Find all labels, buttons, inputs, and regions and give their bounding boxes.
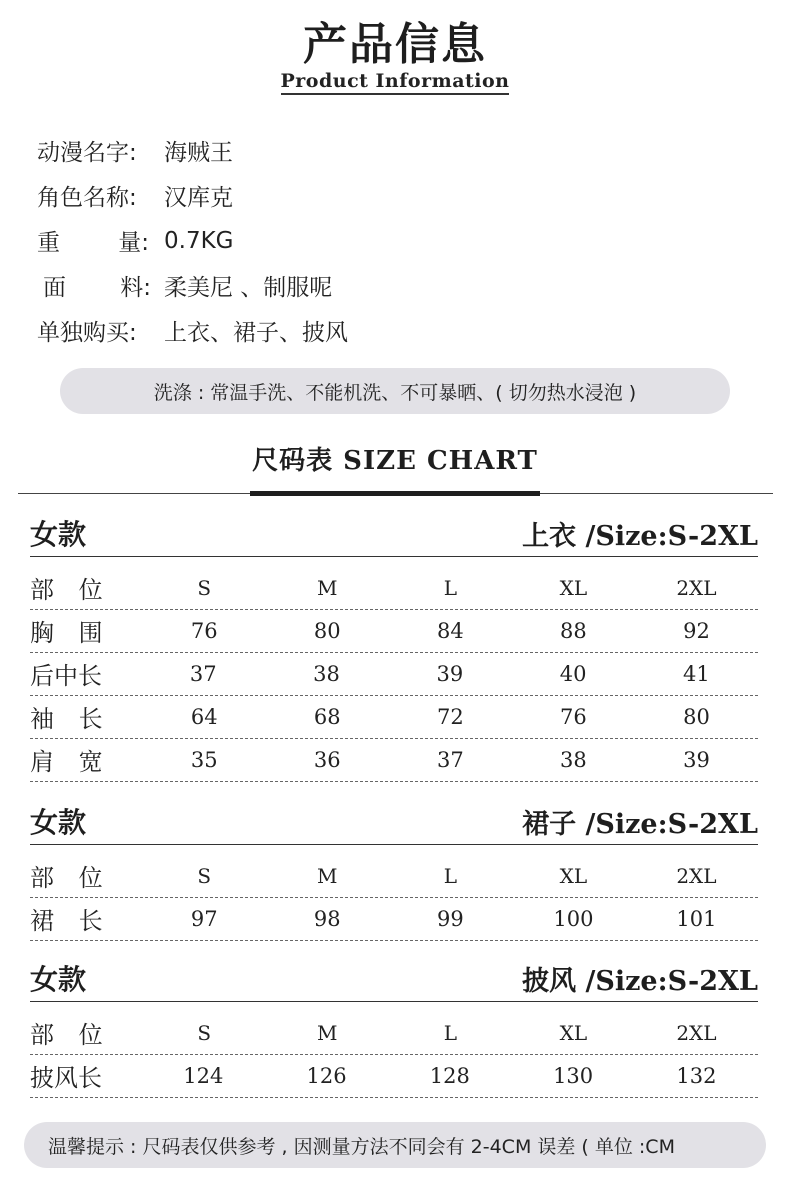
row-label	[30, 742, 103, 777]
table-cell: 64	[190, 704, 218, 729]
table-row	[30, 897, 758, 941]
info-label-part: 面	[43, 275, 66, 301]
size-col: S	[197, 863, 212, 888]
row-label-part: 肩	[30, 748, 54, 776]
table-cell: 132	[676, 1063, 717, 1088]
table-cell: 80	[683, 704, 710, 729]
row-label-part: 位	[78, 1021, 103, 1049]
info-value: 柔美尼 、制服呢	[164, 275, 333, 301]
info-label: 单独购买:	[37, 320, 137, 346]
row-label-part: 长	[78, 705, 103, 733]
row-label-part: 位	[78, 576, 103, 604]
row-label	[30, 858, 103, 893]
section-header-top	[30, 510, 758, 557]
table-cell: 36	[313, 747, 341, 772]
table-cell: 39	[436, 661, 464, 686]
section-garment: 裙子 /Size:S-2XL	[522, 808, 758, 840]
row-label-part: 部	[30, 576, 54, 604]
product-info-list	[37, 128, 348, 353]
row-label-part: 袖	[30, 705, 54, 733]
table-cell: 84	[436, 618, 464, 643]
row-label-part: 长	[78, 907, 103, 935]
table-cell: 92	[683, 618, 710, 643]
wash-note: 洗涤 : 常温手洗、不能机洗、不可暴晒、( 切勿热水浸泡 )	[60, 368, 730, 414]
table-cell: 72	[436, 704, 464, 729]
info-row-sold-separately	[37, 308, 348, 353]
section-gender: 女款	[30, 963, 87, 996]
section-gender: 女款	[30, 518, 87, 551]
section-garment: 上衣 /Size:S-2XL	[522, 520, 758, 552]
section-header-skirt	[30, 798, 758, 845]
size-col: 2XL	[676, 863, 717, 888]
size-col: 2XL	[676, 575, 717, 600]
table-cell: 130	[553, 1063, 594, 1088]
table-cell: 98	[313, 906, 341, 931]
size-col: 2XL	[676, 1020, 717, 1045]
info-row-fabric	[37, 263, 348, 308]
section-gender: 女款	[30, 806, 87, 839]
info-value: 0.7KG	[164, 227, 234, 254]
row-label	[30, 570, 103, 605]
table-cell: 68	[313, 704, 341, 729]
table-cell: 37	[189, 661, 217, 686]
row-label: 披风长	[30, 1064, 102, 1092]
row-label-part: 宽	[78, 748, 103, 776]
info-value: 上衣、裙子、披风	[164, 320, 348, 346]
table-cell: 39	[683, 747, 710, 772]
row-label	[30, 699, 103, 734]
table-cell: 101	[676, 906, 717, 931]
subtitle-text: Product Information	[281, 70, 510, 95]
table-header-row	[30, 1011, 758, 1055]
size-col: XL	[559, 863, 588, 888]
size-col: XL	[559, 575, 588, 600]
info-value: 海贼王	[164, 140, 233, 166]
table-cell: 76	[190, 618, 218, 643]
table-row	[30, 1054, 758, 1098]
table-cell: 76	[560, 704, 587, 729]
info-value: 汉库克	[164, 185, 233, 211]
size-col: M	[317, 863, 338, 888]
table-cell: 128	[429, 1063, 470, 1088]
table-cell: 100	[553, 906, 594, 931]
title-underline	[250, 491, 540, 496]
info-label-part: 重	[37, 230, 60, 256]
info-label-part: 量:	[118, 230, 149, 256]
section-garment: 披风 /Size:S-2XL	[522, 965, 758, 997]
row-label-part: 裙	[30, 907, 54, 935]
info-row-weight	[37, 218, 348, 263]
table-header-row	[30, 566, 758, 610]
size-col: L	[443, 1020, 457, 1045]
row-label-part: 围	[78, 619, 103, 647]
page-title: 产品信息	[303, 19, 487, 70]
table-cell: 124	[183, 1063, 224, 1088]
table-cell: 126	[306, 1063, 347, 1088]
table-row	[30, 652, 758, 696]
row-label-part: 位	[78, 864, 103, 892]
table-cell: 35	[190, 747, 218, 772]
table-cell: 99	[436, 906, 464, 931]
size-col: M	[317, 575, 338, 600]
size-col: M	[317, 1020, 338, 1045]
row-label-part: 胸	[30, 619, 54, 647]
table-cell: 38	[313, 661, 340, 686]
section-header-cape	[30, 955, 758, 1002]
table-cell: 80	[313, 618, 341, 643]
size-col: L	[443, 575, 457, 600]
table-row	[30, 609, 758, 653]
info-label: 角色名称:	[37, 185, 137, 211]
table-header-row	[30, 854, 758, 898]
info-label	[37, 224, 149, 257]
row-label: 后中长	[30, 662, 102, 690]
size-chart-title: 尺码表 SIZE CHART	[252, 446, 538, 476]
table-row	[30, 738, 758, 782]
size-col: XL	[559, 1020, 588, 1045]
table-cell: 41	[683, 661, 710, 686]
info-label-part: 料:	[120, 275, 151, 301]
table-cell: 97	[190, 906, 218, 931]
row-label	[30, 901, 103, 936]
size-col: S	[197, 575, 212, 600]
info-label: 动漫名字:	[37, 140, 137, 166]
table-cell: 38	[560, 747, 587, 772]
size-col: L	[443, 863, 457, 888]
size-col: S	[197, 1020, 212, 1045]
row-label	[30, 1015, 103, 1050]
info-label	[43, 269, 151, 302]
row-label	[30, 613, 103, 648]
info-row-anime-name	[37, 128, 348, 173]
size-tip-note: 温馨提示 : 尺码表仅供参考 , 因测量方法不同会有 2-4CM 误差 ( 单位 :CM	[24, 1122, 766, 1168]
table-row	[30, 695, 758, 739]
row-label-part: 部	[30, 1021, 54, 1049]
page-subtitle	[0, 70, 790, 92]
info-row-character	[37, 173, 348, 218]
table-cell: 88	[560, 618, 587, 643]
table-cell: 37	[436, 747, 464, 772]
table-cell: 40	[559, 661, 587, 686]
row-label-part: 部	[30, 864, 54, 892]
